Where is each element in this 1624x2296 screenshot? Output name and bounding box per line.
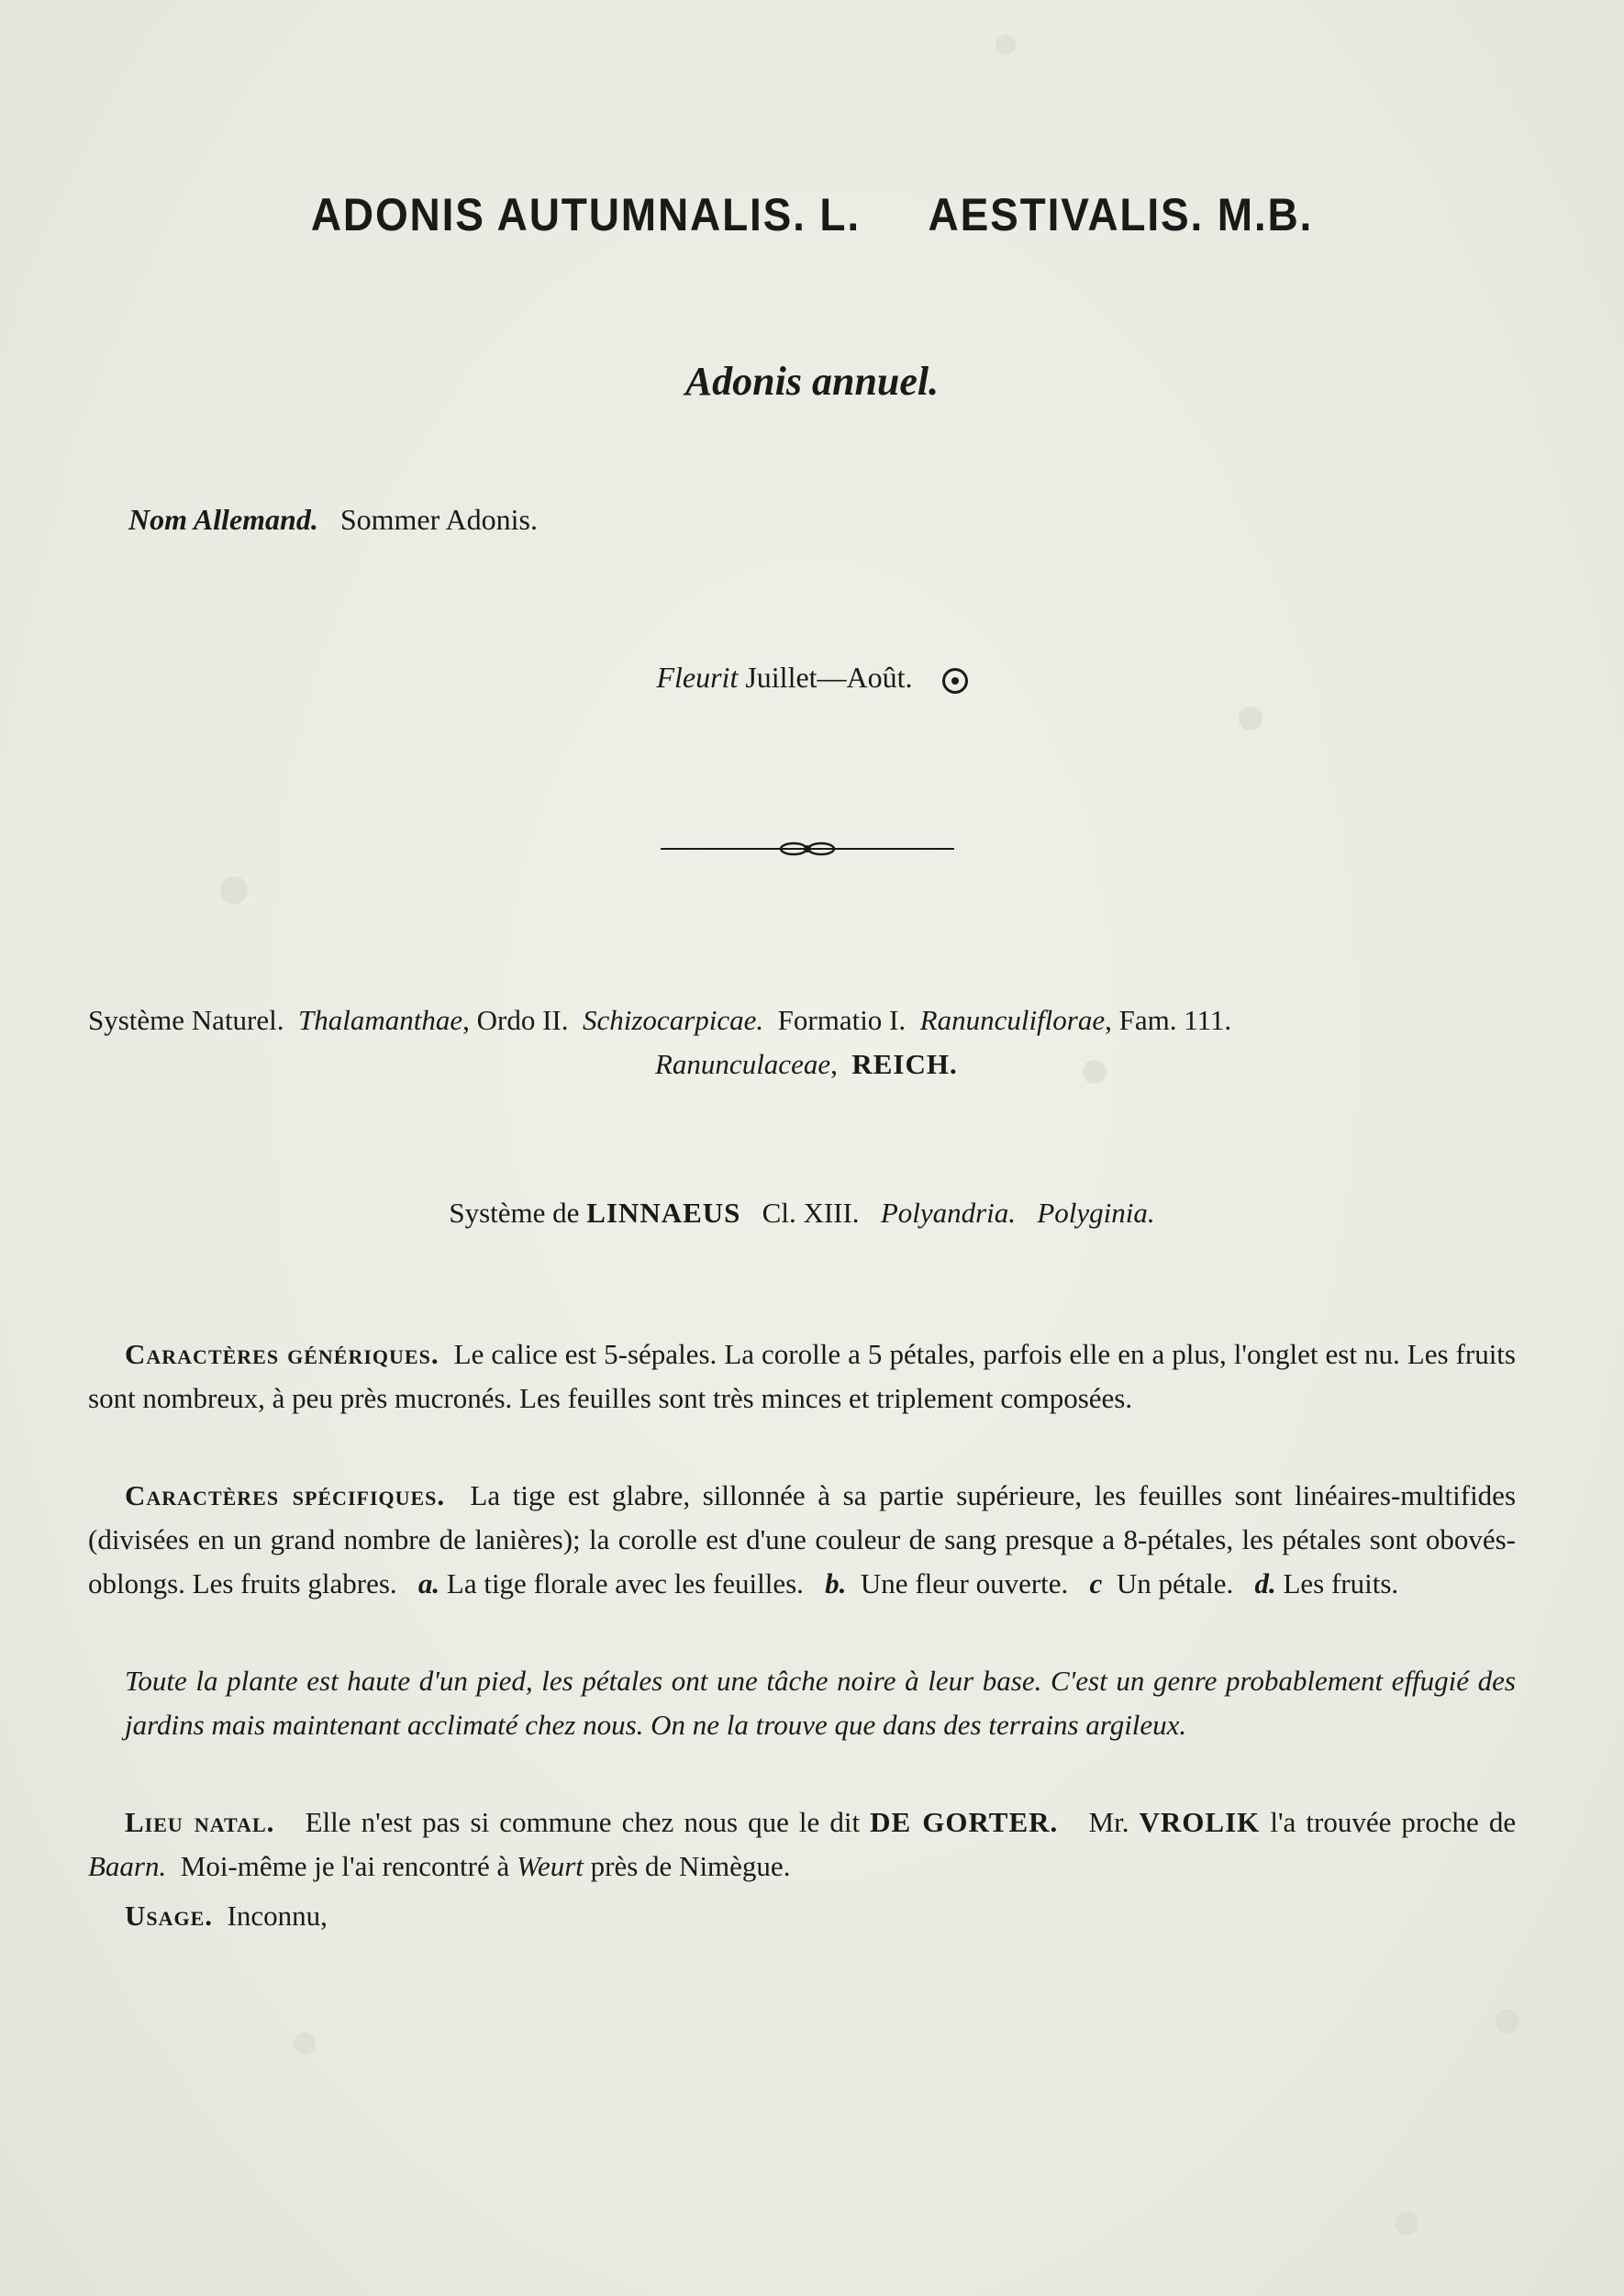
paper-spot <box>1239 707 1262 730</box>
lieu-natal-baarn: Baarn. <box>88 1850 167 1882</box>
flowering <box>0 661 1624 695</box>
systeme-naturel-family: Ranunculaceae <box>655 1048 831 1080</box>
figure-key-d-text: Les fruits. <box>1283 1567 1399 1599</box>
systeme-naturel-formatio-name: Ranunculiflorae <box>919 1004 1106 1036</box>
systeme-naturel-formatio: Formatio I. <box>777 1004 907 1036</box>
linnaeus-class: Cl. XIII. <box>762 1197 860 1229</box>
caracteres-specifiques-label: Caractères spécifiques. <box>125 1479 446 1511</box>
figure-key-a-text: La tige florale avec les feuilles. <box>446 1567 804 1599</box>
figure-key-a: a. <box>417 1567 440 1599</box>
caracteres-generiques-label: Caractères génériques. <box>125 1338 439 1370</box>
figure-key-b: b. <box>825 1567 847 1599</box>
usage-label: Usage. <box>125 1900 214 1932</box>
german-name <box>128 503 538 537</box>
german-name-value: Sommer Adonis. <box>339 503 538 536</box>
lieu-natal-label: Lieu natal. <box>125 1806 275 1838</box>
lieu-natal-vrolik: VROLIK <box>1139 1806 1261 1838</box>
systeme-naturel-author: REICH. <box>851 1048 958 1080</box>
figure-key-c: c <box>1089 1567 1103 1599</box>
page-title <box>65 188 1559 241</box>
linnaeus-label: Système de <box>449 1197 580 1229</box>
title-part-2: AESTIVALIS. M.B. <box>928 189 1314 240</box>
systeme-naturel-class: Thalamanthae <box>298 1004 463 1036</box>
linnaeus-order-2: Polyginia. <box>1037 1197 1155 1229</box>
caracteres-specifiques <box>88 1474 1516 1606</box>
systeme-naturel-ordo: , Ordo II. <box>462 1004 569 1036</box>
linnaeus-order-1: Polyandria. <box>880 1197 1017 1229</box>
title-part-1: ADONIS AUTUMNALIS. L. <box>310 189 861 240</box>
figure-key-b-text: Une fleur ouverte. <box>860 1567 1069 1599</box>
systeme-naturel-label: Système Naturel. <box>88 1004 284 1036</box>
lieu-natal-text-2: Mr. <box>1088 1806 1129 1838</box>
lieu-natal-weurt: Weurt <box>516 1850 584 1882</box>
systeme-naturel: Système Naturel. Thalamanthae, Ordo II. Schizocarpicae. Formatio I. Ranunculiflorae, Fam. 111. Ranunculaceae, REICH. <box>88 1004 1232 1080</box>
paper-spot <box>996 35 1016 55</box>
linnaeus-name: LINNAEUS <box>586 1197 741 1229</box>
lieu-natal-text-4: Moi-même je l'ai rencontré à <box>180 1850 510 1882</box>
italic-note <box>125 1659 1516 1747</box>
ornament-divider <box>661 840 954 858</box>
subtitle: Adonis annuel. <box>684 359 940 404</box>
flowering-value: Juillet—Août. <box>745 661 913 694</box>
paper-spot <box>220 876 248 904</box>
lieu-natal-text-5: près de Nimègue. <box>590 1850 791 1882</box>
paper-spot <box>1496 2010 1519 2034</box>
flowering-label: Fleurit <box>656 661 739 694</box>
paper-spot <box>1395 2212 1418 2235</box>
caracteres-generiques-text: Le calice est 5-sépales. La corolle a 5 pétales, parfois elle en a plus, l'onglet est nu. Les fruits sont nombreux, à peu près mucronés. Les feuilles sont très minces et triplement composées. <box>88 1338 1516 1414</box>
systeme-naturel-fam: , Fam. 111. <box>1105 1004 1232 1036</box>
usage-value: Inconnu, <box>227 1900 328 1932</box>
lieu-natal-text-3: l'a trouvée proche de <box>1270 1806 1517 1838</box>
lieu-natal-gorter: DE GORTER. <box>870 1806 1059 1838</box>
figure-key-d: d. <box>1254 1567 1276 1599</box>
caracteres-specifiques-text: La tige est glabre, sillonnée à sa partie supérieure, les feuilles sont linéaires-multifides (divisées en un grand nombre de lanières); la corolle est d'une couleur de sang presque a 8-pétales, les pétales sont obovés-oblongs. Les fruits glabres. <box>88 1479 1517 1599</box>
figure-key-c-text: Un pétale. <box>1116 1567 1234 1599</box>
annual-plant-icon <box>942 668 968 694</box>
lieu-natal <box>88 1800 1516 1889</box>
paper-spot <box>294 2033 316 2055</box>
italic-note-text: Toute la plante est haute d'un pied, les pétales ont une tâche noire à leur base. C'est un genre probablement effugié des jardins mais maintenant acclimaté chez nous. On ne la trouve que dans des terrains argileux. <box>125 1665 1516 1741</box>
german-name-label: Nom Allemand. <box>128 503 318 536</box>
usage <box>88 1894 1516 1938</box>
lieu-natal-text-1: Elle n'est pas si commune chez nous que le dit <box>305 1806 861 1838</box>
caracteres-generiques <box>88 1332 1516 1421</box>
systeme-naturel-ordo-name: Schizocarpicae. <box>583 1004 764 1036</box>
systeme-linnaeus <box>88 1191 1516 1235</box>
